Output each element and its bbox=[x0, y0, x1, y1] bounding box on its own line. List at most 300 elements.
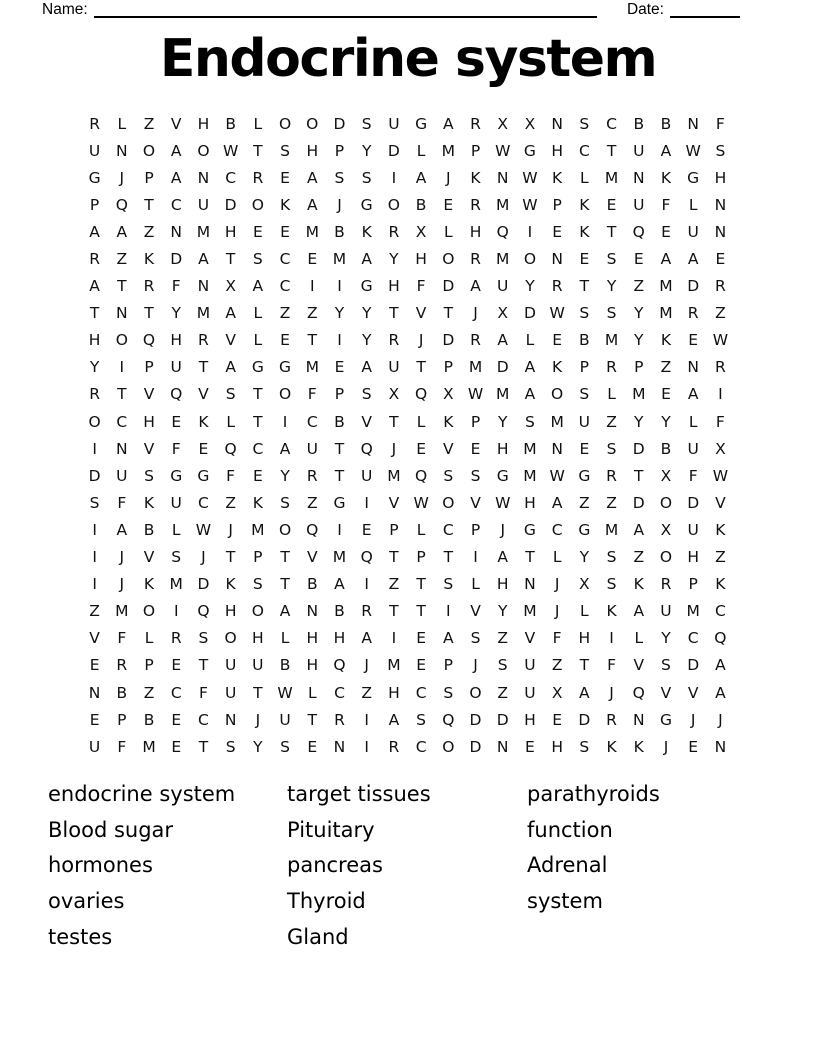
word-list-item: function bbox=[527, 817, 613, 842]
grid-cell: X bbox=[579, 575, 590, 594]
grid-cell: C bbox=[687, 629, 699, 648]
grid-cell: I bbox=[337, 520, 342, 539]
grid-cell: I bbox=[364, 575, 369, 594]
grid-cell: X bbox=[660, 520, 672, 539]
grid-cell: N bbox=[714, 195, 727, 214]
grid-cell: B bbox=[660, 439, 672, 458]
grid-cell: U bbox=[88, 737, 101, 756]
grid-cell: L bbox=[253, 114, 263, 133]
grid-cell: E bbox=[552, 331, 563, 350]
grid-cell: W bbox=[222, 141, 239, 160]
grid-cell: H bbox=[306, 656, 319, 675]
grid-cell: I bbox=[364, 493, 369, 512]
grid-cell: M bbox=[169, 575, 183, 594]
grid-cell: I bbox=[718, 385, 723, 404]
grid-cell: T bbox=[144, 195, 154, 214]
grid-cell: P bbox=[144, 168, 154, 187]
grid-cell: B bbox=[306, 575, 318, 594]
grid-cell: K bbox=[660, 331, 672, 350]
grid-cell: A bbox=[279, 439, 291, 458]
grid-cell: V bbox=[143, 439, 155, 458]
grid-cell: D bbox=[387, 141, 400, 160]
grid-cell: C bbox=[306, 412, 318, 431]
grid-cell: O bbox=[659, 548, 673, 567]
grid-cell: V bbox=[660, 683, 672, 702]
grid-cell: I bbox=[309, 277, 315, 296]
grid-cell: A bbox=[388, 710, 400, 729]
grid-cell: A bbox=[443, 629, 454, 648]
grid-cell: R bbox=[89, 385, 100, 404]
grid-cell: Q bbox=[142, 331, 156, 350]
grid-cell: F bbox=[715, 412, 725, 431]
grid-cell: A bbox=[225, 358, 236, 377]
word-list-item: Adrenal bbox=[527, 853, 608, 878]
grid-cell: E bbox=[552, 710, 563, 729]
grid-cell: O bbox=[523, 250, 537, 269]
word-list-item: Gland bbox=[287, 924, 349, 949]
grid-cell: P bbox=[470, 141, 481, 160]
grid-cell: J bbox=[663, 737, 669, 756]
grid-cell: A bbox=[687, 385, 699, 404]
grid-cell: N bbox=[116, 304, 128, 323]
grid-cell: M bbox=[496, 195, 510, 214]
grid-cell: J bbox=[554, 575, 560, 594]
grid-cell: K bbox=[279, 195, 291, 214]
grid-cell: M bbox=[115, 602, 129, 621]
grid-cell: X bbox=[225, 277, 236, 296]
grid-cell: R bbox=[361, 602, 373, 621]
header bbox=[42, 1, 740, 18]
grid-cell: M bbox=[659, 304, 673, 323]
grid-cell: E bbox=[661, 385, 671, 404]
grid-cell: S bbox=[579, 304, 590, 323]
grid-cell: Z bbox=[606, 412, 617, 431]
grid-cell: E bbox=[552, 222, 563, 241]
grid-cell: O bbox=[142, 602, 156, 621]
grid-cell: B bbox=[633, 114, 645, 133]
grid-cell: R bbox=[606, 710, 617, 729]
grid-cell: I bbox=[446, 602, 451, 621]
grid-cell: S bbox=[606, 548, 617, 567]
grid-cell: J bbox=[500, 520, 506, 539]
grid-cell: R bbox=[89, 114, 100, 133]
grid-cell: M bbox=[468, 358, 483, 377]
grid-cell: Q bbox=[170, 385, 183, 404]
grid-cell: U bbox=[497, 277, 509, 296]
grid-cell: K bbox=[579, 195, 590, 214]
grid-cell: M bbox=[523, 439, 537, 458]
grid-cell: A bbox=[524, 358, 536, 377]
grid-cell: G bbox=[523, 141, 536, 160]
grid-cell: A bbox=[361, 629, 372, 648]
grid-cell: R bbox=[306, 466, 318, 485]
grid-cell: M bbox=[196, 222, 211, 241]
grid-cell: Z bbox=[497, 683, 509, 702]
grid-cell: Z bbox=[497, 629, 509, 648]
name-label: Name: bbox=[42, 1, 88, 18]
grid-cell: Y bbox=[634, 331, 644, 350]
grid-cell: V bbox=[443, 439, 454, 458]
grid-cell: U bbox=[687, 439, 699, 458]
grid-cell: E bbox=[715, 250, 726, 269]
grid-cell: T bbox=[144, 304, 154, 323]
grid-cell: Q bbox=[415, 466, 428, 485]
grid-cell: Y bbox=[171, 304, 181, 323]
grid-cell: M bbox=[387, 656, 401, 675]
grid-cell: A bbox=[170, 168, 182, 187]
grid-cell: E bbox=[280, 331, 290, 350]
grid-cell: X bbox=[442, 385, 454, 404]
grid-cell: T bbox=[334, 466, 345, 485]
grid-cell: E bbox=[89, 656, 100, 675]
grid-cell: T bbox=[198, 737, 209, 756]
grid-cell: K bbox=[715, 520, 726, 539]
grid-cell: K bbox=[470, 168, 481, 187]
grid-cell: Z bbox=[606, 493, 617, 512]
grid-cell: Y bbox=[280, 466, 290, 485]
grid-cell: L bbox=[443, 222, 453, 241]
grid-cell: L bbox=[580, 602, 589, 621]
grid-cell: R bbox=[252, 168, 264, 187]
grid-cell: H bbox=[687, 548, 699, 567]
grid-cell: X bbox=[415, 222, 427, 241]
grid-cell: Q bbox=[360, 548, 373, 567]
grid-cell: Z bbox=[579, 493, 590, 512]
grid-cell: R bbox=[470, 195, 481, 214]
grid-cell: L bbox=[688, 412, 698, 431]
grid-cell: A bbox=[279, 602, 291, 621]
grid-cell: S bbox=[661, 656, 671, 675]
grid-cell: N bbox=[170, 222, 183, 241]
grid-cell: W bbox=[712, 331, 729, 350]
grid-cell: Y bbox=[253, 737, 263, 756]
grid-cell: E bbox=[416, 629, 426, 648]
grid-cell: P bbox=[688, 575, 698, 594]
grid-cell: B bbox=[334, 222, 345, 241]
grid-cell: T bbox=[307, 710, 317, 729]
grid-cell: G bbox=[578, 520, 591, 539]
grid-cell: I bbox=[364, 710, 369, 729]
grid-cell: L bbox=[688, 195, 698, 214]
grid-cell: W bbox=[549, 466, 565, 485]
grid-cell: S bbox=[443, 575, 454, 594]
grid-cell: F bbox=[117, 737, 127, 756]
grid-cell: I bbox=[92, 548, 97, 567]
grid-cell: Q bbox=[115, 195, 128, 214]
grid-cell: B bbox=[334, 602, 345, 621]
grid-cell: E bbox=[198, 439, 209, 458]
grid-cell: Q bbox=[224, 439, 237, 458]
grid-cell: J bbox=[418, 331, 424, 350]
grid-cell: K bbox=[225, 575, 236, 594]
grid-cell: N bbox=[116, 439, 128, 458]
grid-cell: I bbox=[282, 412, 288, 431]
grid-cell: J bbox=[446, 168, 451, 187]
grid-cell: M bbox=[332, 548, 347, 567]
grid-cell: F bbox=[552, 629, 562, 648]
grid-cell: H bbox=[551, 141, 563, 160]
grid-cell: I bbox=[527, 222, 533, 241]
grid-cell: T bbox=[198, 656, 209, 675]
grid-cell: Q bbox=[442, 710, 455, 729]
grid-cell: S bbox=[361, 385, 372, 404]
grid-cell: V bbox=[524, 629, 536, 648]
grid-cell: W bbox=[712, 466, 729, 485]
grid-cell: Q bbox=[197, 602, 210, 621]
grid-cell: A bbox=[660, 250, 672, 269]
grid-cell: K bbox=[606, 737, 617, 756]
grid-cell: W bbox=[522, 195, 538, 214]
grid-cell: O bbox=[551, 385, 564, 404]
grid-cell: X bbox=[524, 114, 536, 133]
grid-cell: Y bbox=[661, 629, 671, 648]
grid-cell: I bbox=[364, 737, 369, 756]
grid-cell: M bbox=[251, 520, 265, 539]
grid-cell: A bbox=[497, 548, 509, 567]
grid-cell: D bbox=[197, 575, 210, 594]
grid-cell: O bbox=[442, 250, 455, 269]
grid-cell: Z bbox=[143, 683, 155, 702]
grid-cell: H bbox=[306, 141, 319, 160]
grid-cell: N bbox=[551, 250, 563, 269]
grid-cell: H bbox=[524, 710, 536, 729]
grid-cell: Q bbox=[714, 629, 727, 648]
grid-cell: E bbox=[89, 710, 100, 729]
grid-cell: V bbox=[143, 385, 155, 404]
grid-cell: T bbox=[307, 331, 317, 350]
grid-cell: Y bbox=[497, 412, 508, 431]
grid-cell: J bbox=[255, 710, 261, 729]
grid-cell: Y bbox=[634, 412, 644, 431]
grid-cell: S bbox=[497, 656, 508, 675]
grid-cell: X bbox=[715, 439, 726, 458]
grid-cell: M bbox=[523, 466, 537, 485]
grid-cell: D bbox=[632, 493, 645, 512]
grid-cell: L bbox=[416, 520, 426, 539]
grid-cell: E bbox=[606, 195, 617, 214]
grid-cell: Z bbox=[143, 222, 155, 241]
grid-cell: I bbox=[473, 548, 478, 567]
grid-cell: T bbox=[117, 385, 127, 404]
grid-cell: I bbox=[92, 575, 97, 594]
grid-cell: T bbox=[117, 277, 127, 296]
grid-cell: K bbox=[633, 575, 644, 594]
grid-cell: V bbox=[633, 656, 645, 675]
grid-cell: W bbox=[195, 520, 212, 539]
date-label: Date: bbox=[626, 1, 664, 18]
grid-cell: G bbox=[523, 520, 536, 539]
grid-cell: P bbox=[117, 710, 127, 729]
grid-cell: I bbox=[92, 439, 97, 458]
grid-cell: Z bbox=[116, 250, 128, 269]
grid-cell: O bbox=[115, 331, 128, 350]
grid-cell: E bbox=[633, 250, 644, 269]
grid-cell: A bbox=[89, 222, 100, 241]
grid-cell: U bbox=[197, 195, 210, 214]
grid-cell: B bbox=[143, 520, 155, 539]
grid-cell: F bbox=[688, 466, 698, 485]
grid-cell: G bbox=[360, 195, 373, 214]
grid-cell: O bbox=[278, 520, 292, 539]
grid-cell: L bbox=[416, 141, 426, 160]
grid-cell: Z bbox=[715, 304, 726, 323]
grid-cell: R bbox=[470, 250, 481, 269]
grid-cell: H bbox=[306, 629, 319, 648]
grid-cell: P bbox=[470, 520, 481, 539]
grid-cell: D bbox=[333, 114, 346, 133]
grid-cell: P bbox=[253, 548, 263, 567]
grid-cell: G bbox=[197, 466, 210, 485]
grid-cell: O bbox=[442, 493, 455, 512]
grid-cell: D bbox=[496, 710, 509, 729]
grid-cell: A bbox=[579, 683, 590, 702]
grid-cell: J bbox=[609, 683, 614, 702]
grid-cell: E bbox=[252, 222, 263, 241]
grid-cell: E bbox=[280, 168, 290, 187]
word-list-item: endocrine system bbox=[48, 782, 236, 806]
grid-cell: X bbox=[497, 304, 509, 323]
grid-cell: R bbox=[715, 358, 726, 377]
grid-cell: K bbox=[143, 575, 155, 594]
grid-cell: J bbox=[337, 195, 342, 214]
grid-cell: Z bbox=[279, 304, 291, 323]
grid-cell: O bbox=[387, 195, 400, 214]
grid-cell: A bbox=[252, 277, 264, 296]
grid-cell: S bbox=[443, 683, 454, 702]
grid-cell: D bbox=[469, 710, 482, 729]
grid-cell: T bbox=[525, 548, 535, 567]
grid-cell: T bbox=[416, 358, 426, 377]
grid-cell: H bbox=[224, 222, 237, 241]
grid-cell: M bbox=[305, 222, 319, 241]
word-list-item: parathyroids bbox=[527, 782, 660, 806]
grid-cell: H bbox=[252, 629, 264, 648]
grid-cell: A bbox=[306, 195, 318, 214]
grid-cell: J bbox=[119, 168, 125, 187]
grid-cell: C bbox=[252, 439, 264, 458]
grid-cell: O bbox=[88, 412, 101, 431]
grid-cell: E bbox=[525, 737, 535, 756]
grid-cell: W bbox=[467, 385, 484, 404]
grid-cell: A bbox=[551, 493, 563, 512]
grid-cell: F bbox=[307, 385, 317, 404]
grid-cell: H bbox=[224, 602, 237, 621]
grid-cell: Q bbox=[360, 439, 373, 458]
word-list-column bbox=[48, 777, 287, 955]
grid-cell: L bbox=[117, 114, 127, 133]
grid-cell: O bbox=[442, 737, 455, 756]
grid-cell: Y bbox=[497, 602, 508, 621]
grid-cell: D bbox=[224, 195, 237, 214]
grid-cell: N bbox=[333, 737, 346, 756]
grid-cell: P bbox=[443, 358, 453, 377]
grid-cell: C bbox=[225, 168, 237, 187]
grid-cell: P bbox=[144, 358, 154, 377]
grid-cell: E bbox=[361, 520, 372, 539]
grid-cell: A bbox=[633, 520, 645, 539]
grid-cell: U bbox=[687, 520, 699, 539]
grid-cell: K bbox=[715, 575, 726, 594]
grid-cell: N bbox=[714, 737, 727, 756]
grid-cell: N bbox=[197, 168, 210, 187]
grid-cell: H bbox=[143, 412, 155, 431]
grid-cell: S bbox=[334, 168, 345, 187]
grid-cell: C bbox=[551, 520, 563, 539]
grid-cell: H bbox=[496, 439, 509, 458]
grid-cell: G bbox=[415, 114, 428, 133]
grid-cell: A bbox=[660, 141, 672, 160]
grid-cell: L bbox=[525, 331, 535, 350]
grid-cell: U bbox=[116, 466, 128, 485]
grid-cell: E bbox=[579, 250, 590, 269]
letter-grid bbox=[81, 110, 734, 760]
grid-cell: S bbox=[361, 114, 372, 133]
grid-cell: T bbox=[253, 141, 263, 160]
grid-cell: T bbox=[334, 439, 345, 458]
grid-cell: P bbox=[89, 195, 100, 214]
grid-cell: Z bbox=[361, 683, 372, 702]
grid-cell: X bbox=[551, 683, 563, 702]
grid-cell: N bbox=[197, 277, 210, 296]
grid-cell: L bbox=[634, 629, 644, 648]
grid-cell: F bbox=[171, 277, 181, 296]
grid-cell: U bbox=[88, 141, 101, 160]
grid-cell: T bbox=[225, 548, 236, 567]
grid-cell: O bbox=[306, 114, 319, 133]
grid-cell: B bbox=[225, 114, 236, 133]
grid-cell: P bbox=[416, 548, 426, 567]
grid-cell: S bbox=[606, 304, 617, 323]
grid-cell: E bbox=[688, 331, 699, 350]
grid-cell: N bbox=[496, 168, 509, 187]
grid-cell: R bbox=[470, 114, 481, 133]
grid-cell: P bbox=[470, 412, 481, 431]
grid-cell: K bbox=[552, 168, 563, 187]
grid-cell: T bbox=[443, 548, 454, 567]
grid-cell: T bbox=[253, 412, 263, 431]
grid-cell: M bbox=[632, 385, 646, 404]
grid-cell: O bbox=[278, 114, 292, 133]
grid-cell: M bbox=[196, 304, 211, 323]
word-list-item: Thyroid bbox=[287, 889, 366, 914]
grid-cell: F bbox=[117, 493, 127, 512]
grid-cell: C bbox=[415, 683, 427, 702]
grid-cell: E bbox=[307, 737, 318, 756]
grid-cell: A bbox=[361, 358, 372, 377]
grid-cell: E bbox=[171, 710, 182, 729]
grid-cell: R bbox=[715, 277, 726, 296]
grid-cell: E bbox=[280, 222, 290, 241]
grid-cell: T bbox=[225, 250, 236, 269]
grid-cell: N bbox=[524, 575, 536, 594]
grid-cell: R bbox=[687, 304, 699, 323]
word-list-column bbox=[527, 777, 660, 955]
grid-cell: K bbox=[579, 222, 590, 241]
word-list-item: Pituitary bbox=[287, 817, 375, 842]
grid-cell: Q bbox=[333, 656, 346, 675]
grid-cell: J bbox=[473, 304, 478, 323]
grid-cell: P bbox=[334, 385, 345, 404]
grid-cell: A bbox=[633, 602, 645, 621]
grid-cell: A bbox=[687, 250, 699, 269]
grid-cell: S bbox=[579, 737, 590, 756]
grid-cell: B bbox=[415, 195, 427, 214]
grid-cell: S bbox=[280, 737, 290, 756]
grid-cell: G bbox=[578, 466, 591, 485]
grid-cell: J bbox=[554, 602, 560, 621]
grid-cell: F bbox=[226, 466, 236, 485]
grid-cell: G bbox=[496, 466, 509, 485]
